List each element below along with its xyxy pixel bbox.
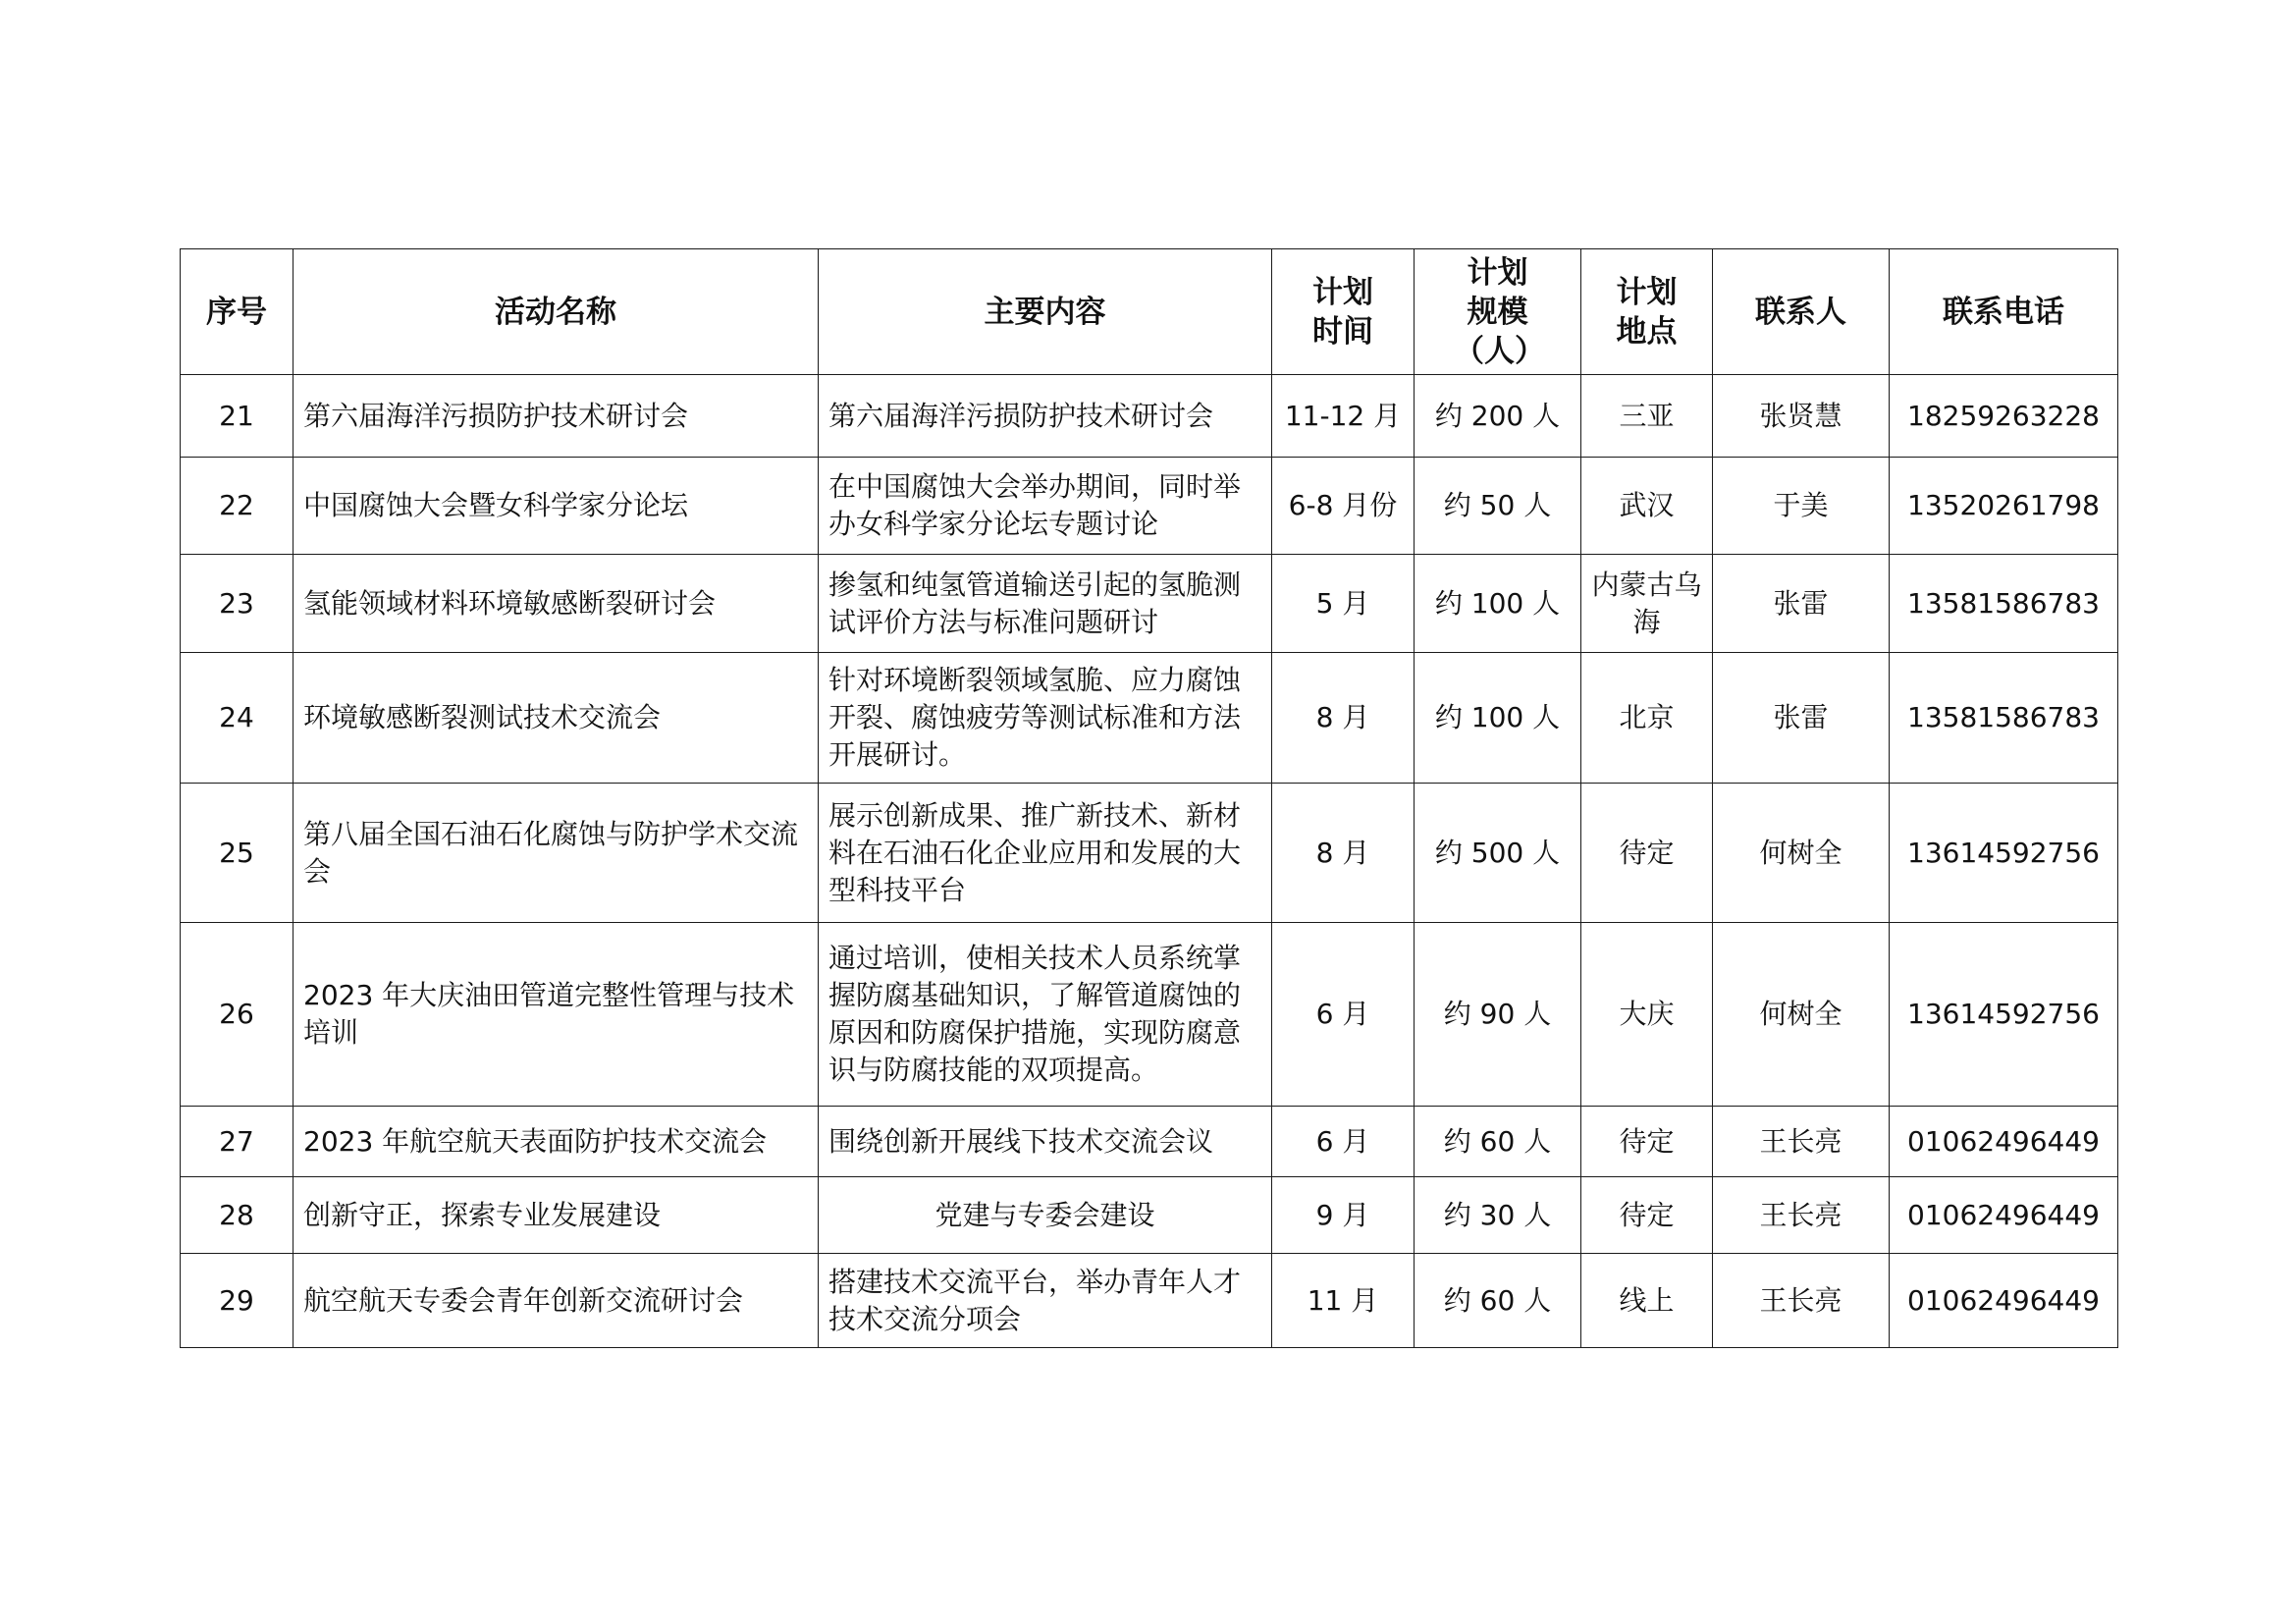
cell-place: 待定 — [1581, 1177, 1713, 1254]
cell-place: 内蒙古乌海 — [1581, 555, 1713, 653]
table-row — [181, 375, 2118, 458]
cell-phone: 01062496449 — [1890, 1254, 2118, 1348]
cell-scale: 约 200 人 — [1415, 375, 1581, 458]
cell-contact: 何树全 — [1713, 784, 1890, 923]
cell-name: 中国腐蚀大会暨女科学家分论坛 — [294, 458, 819, 555]
cell-content: 掺氢和纯氢管道输送引起的氢脆测试评价方法与标准问题研讨 — [819, 555, 1272, 653]
cell-contact: 何树全 — [1713, 923, 1890, 1107]
cell-place: 武汉 — [1581, 458, 1713, 555]
activity-table — [180, 248, 2118, 1348]
cell-time: 9 月 — [1272, 1177, 1415, 1254]
cell-time: 6 月 — [1272, 1107, 1415, 1177]
cell-place: 线上 — [1581, 1254, 1713, 1348]
cell-phone: 01062496449 — [1890, 1107, 2118, 1177]
cell-content: 搭建技术交流平台，举办青年人才技术交流分项会 — [819, 1254, 1272, 1348]
cell-phone: 13581586783 — [1890, 555, 2118, 653]
cell-seq: 27 — [181, 1107, 294, 1177]
cell-time: 8 月 — [1272, 784, 1415, 923]
cell-contact: 于美 — [1713, 458, 1890, 555]
cell-place: 待定 — [1581, 1107, 1713, 1177]
cell-scale: 约 100 人 — [1415, 653, 1581, 784]
table-row — [181, 458, 2118, 555]
cell-phone: 01062496449 — [1890, 1177, 2118, 1254]
cell-time: 11-12 月 — [1272, 375, 1415, 458]
cell-scale: 约 60 人 — [1415, 1107, 1581, 1177]
cell-content: 围绕创新开展线下技术交流会议 — [819, 1107, 1272, 1177]
cell-content: 通过培训，使相关技术人员系统掌握防腐基础知识，了解管道腐蚀的原因和防腐保护措施，实现防腐意识与防腐技能的双项提高。 — [819, 923, 1272, 1107]
cell-name: 2023 年大庆油田管道完整性管理与技术培训 — [294, 923, 819, 1107]
cell-seq: 21 — [181, 375, 294, 458]
header-contact: 联系人 — [1713, 249, 1890, 375]
header-scale: 计划规模（人） — [1415, 249, 1581, 375]
cell-content: 第六届海洋污损防护技术研讨会 — [819, 375, 1272, 458]
cell-name: 航空航天专委会青年创新交流研讨会 — [294, 1254, 819, 1348]
cell-phone: 13614592756 — [1890, 923, 2118, 1107]
cell-seq: 23 — [181, 555, 294, 653]
cell-contact: 王长亮 — [1713, 1177, 1890, 1254]
table-row — [181, 653, 2118, 784]
cell-name: 氢能领域材料环境敏感断裂研讨会 — [294, 555, 819, 653]
cell-seq: 25 — [181, 784, 294, 923]
cell-name: 第八届全国石油石化腐蚀与防护学术交流会 — [294, 784, 819, 923]
cell-time: 8 月 — [1272, 653, 1415, 784]
cell-place: 三亚 — [1581, 375, 1713, 458]
cell-name: 环境敏感断裂测试技术交流会 — [294, 653, 819, 784]
cell-scale: 约 30 人 — [1415, 1177, 1581, 1254]
cell-time: 5 月 — [1272, 555, 1415, 653]
cell-time: 11 月 — [1272, 1254, 1415, 1348]
header-place: 计划地点 — [1581, 249, 1713, 375]
cell-time: 6-8 月份 — [1272, 458, 1415, 555]
cell-content: 在中国腐蚀大会举办期间，同时举办女科学家分论坛专题讨论 — [819, 458, 1272, 555]
cell-contact: 王长亮 — [1713, 1107, 1890, 1177]
cell-content: 针对环境断裂领域氢脆、应力腐蚀开裂、腐蚀疲劳等测试标准和方法开展研讨。 — [819, 653, 1272, 784]
cell-seq: 28 — [181, 1177, 294, 1254]
cell-scale: 约 100 人 — [1415, 555, 1581, 653]
cell-phone: 18259263228 — [1890, 375, 2118, 458]
header-seq: 序号 — [181, 249, 294, 375]
cell-contact: 张雷 — [1713, 555, 1890, 653]
table-row — [181, 1254, 2118, 1348]
table-row — [181, 784, 2118, 923]
cell-contact: 王长亮 — [1713, 1254, 1890, 1348]
cell-contact: 张贤慧 — [1713, 375, 1890, 458]
cell-time: 6 月 — [1272, 923, 1415, 1107]
cell-phone: 13614592756 — [1890, 784, 2118, 923]
cell-place: 待定 — [1581, 784, 1713, 923]
header-time: 计划时间 — [1272, 249, 1415, 375]
cell-scale: 约 60 人 — [1415, 1254, 1581, 1348]
cell-scale: 约 50 人 — [1415, 458, 1581, 555]
cell-seq: 22 — [181, 458, 294, 555]
cell-name: 2023 年航空航天表面防护技术交流会 — [294, 1107, 819, 1177]
cell-phone: 13581586783 — [1890, 653, 2118, 784]
cell-seq: 26 — [181, 923, 294, 1107]
cell-seq: 29 — [181, 1254, 294, 1348]
cell-scale: 约 90 人 — [1415, 923, 1581, 1107]
cell-content: 展示创新成果、推广新技术、新材料在石油石化企业应用和发展的大型科技平台 — [819, 784, 1272, 923]
cell-content: 党建与专委会建设 — [819, 1177, 1272, 1254]
header-content: 主要内容 — [819, 249, 1272, 375]
table-row — [181, 1107, 2118, 1177]
cell-phone: 13520261798 — [1890, 458, 2118, 555]
table-row — [181, 1177, 2118, 1254]
cell-place: 北京 — [1581, 653, 1713, 784]
cell-contact: 张雷 — [1713, 653, 1890, 784]
cell-place: 大庆 — [1581, 923, 1713, 1107]
table-row — [181, 923, 2118, 1107]
header-phone: 联系电话 — [1890, 249, 2118, 375]
cell-name: 第六届海洋污损防护技术研讨会 — [294, 375, 819, 458]
table-header-row — [181, 249, 2118, 375]
cell-name: 创新守正，探索专业发展建设 — [294, 1177, 819, 1254]
cell-seq: 24 — [181, 653, 294, 784]
table-row — [181, 555, 2118, 653]
header-name: 活动名称 — [294, 249, 819, 375]
cell-scale: 约 500 人 — [1415, 784, 1581, 923]
